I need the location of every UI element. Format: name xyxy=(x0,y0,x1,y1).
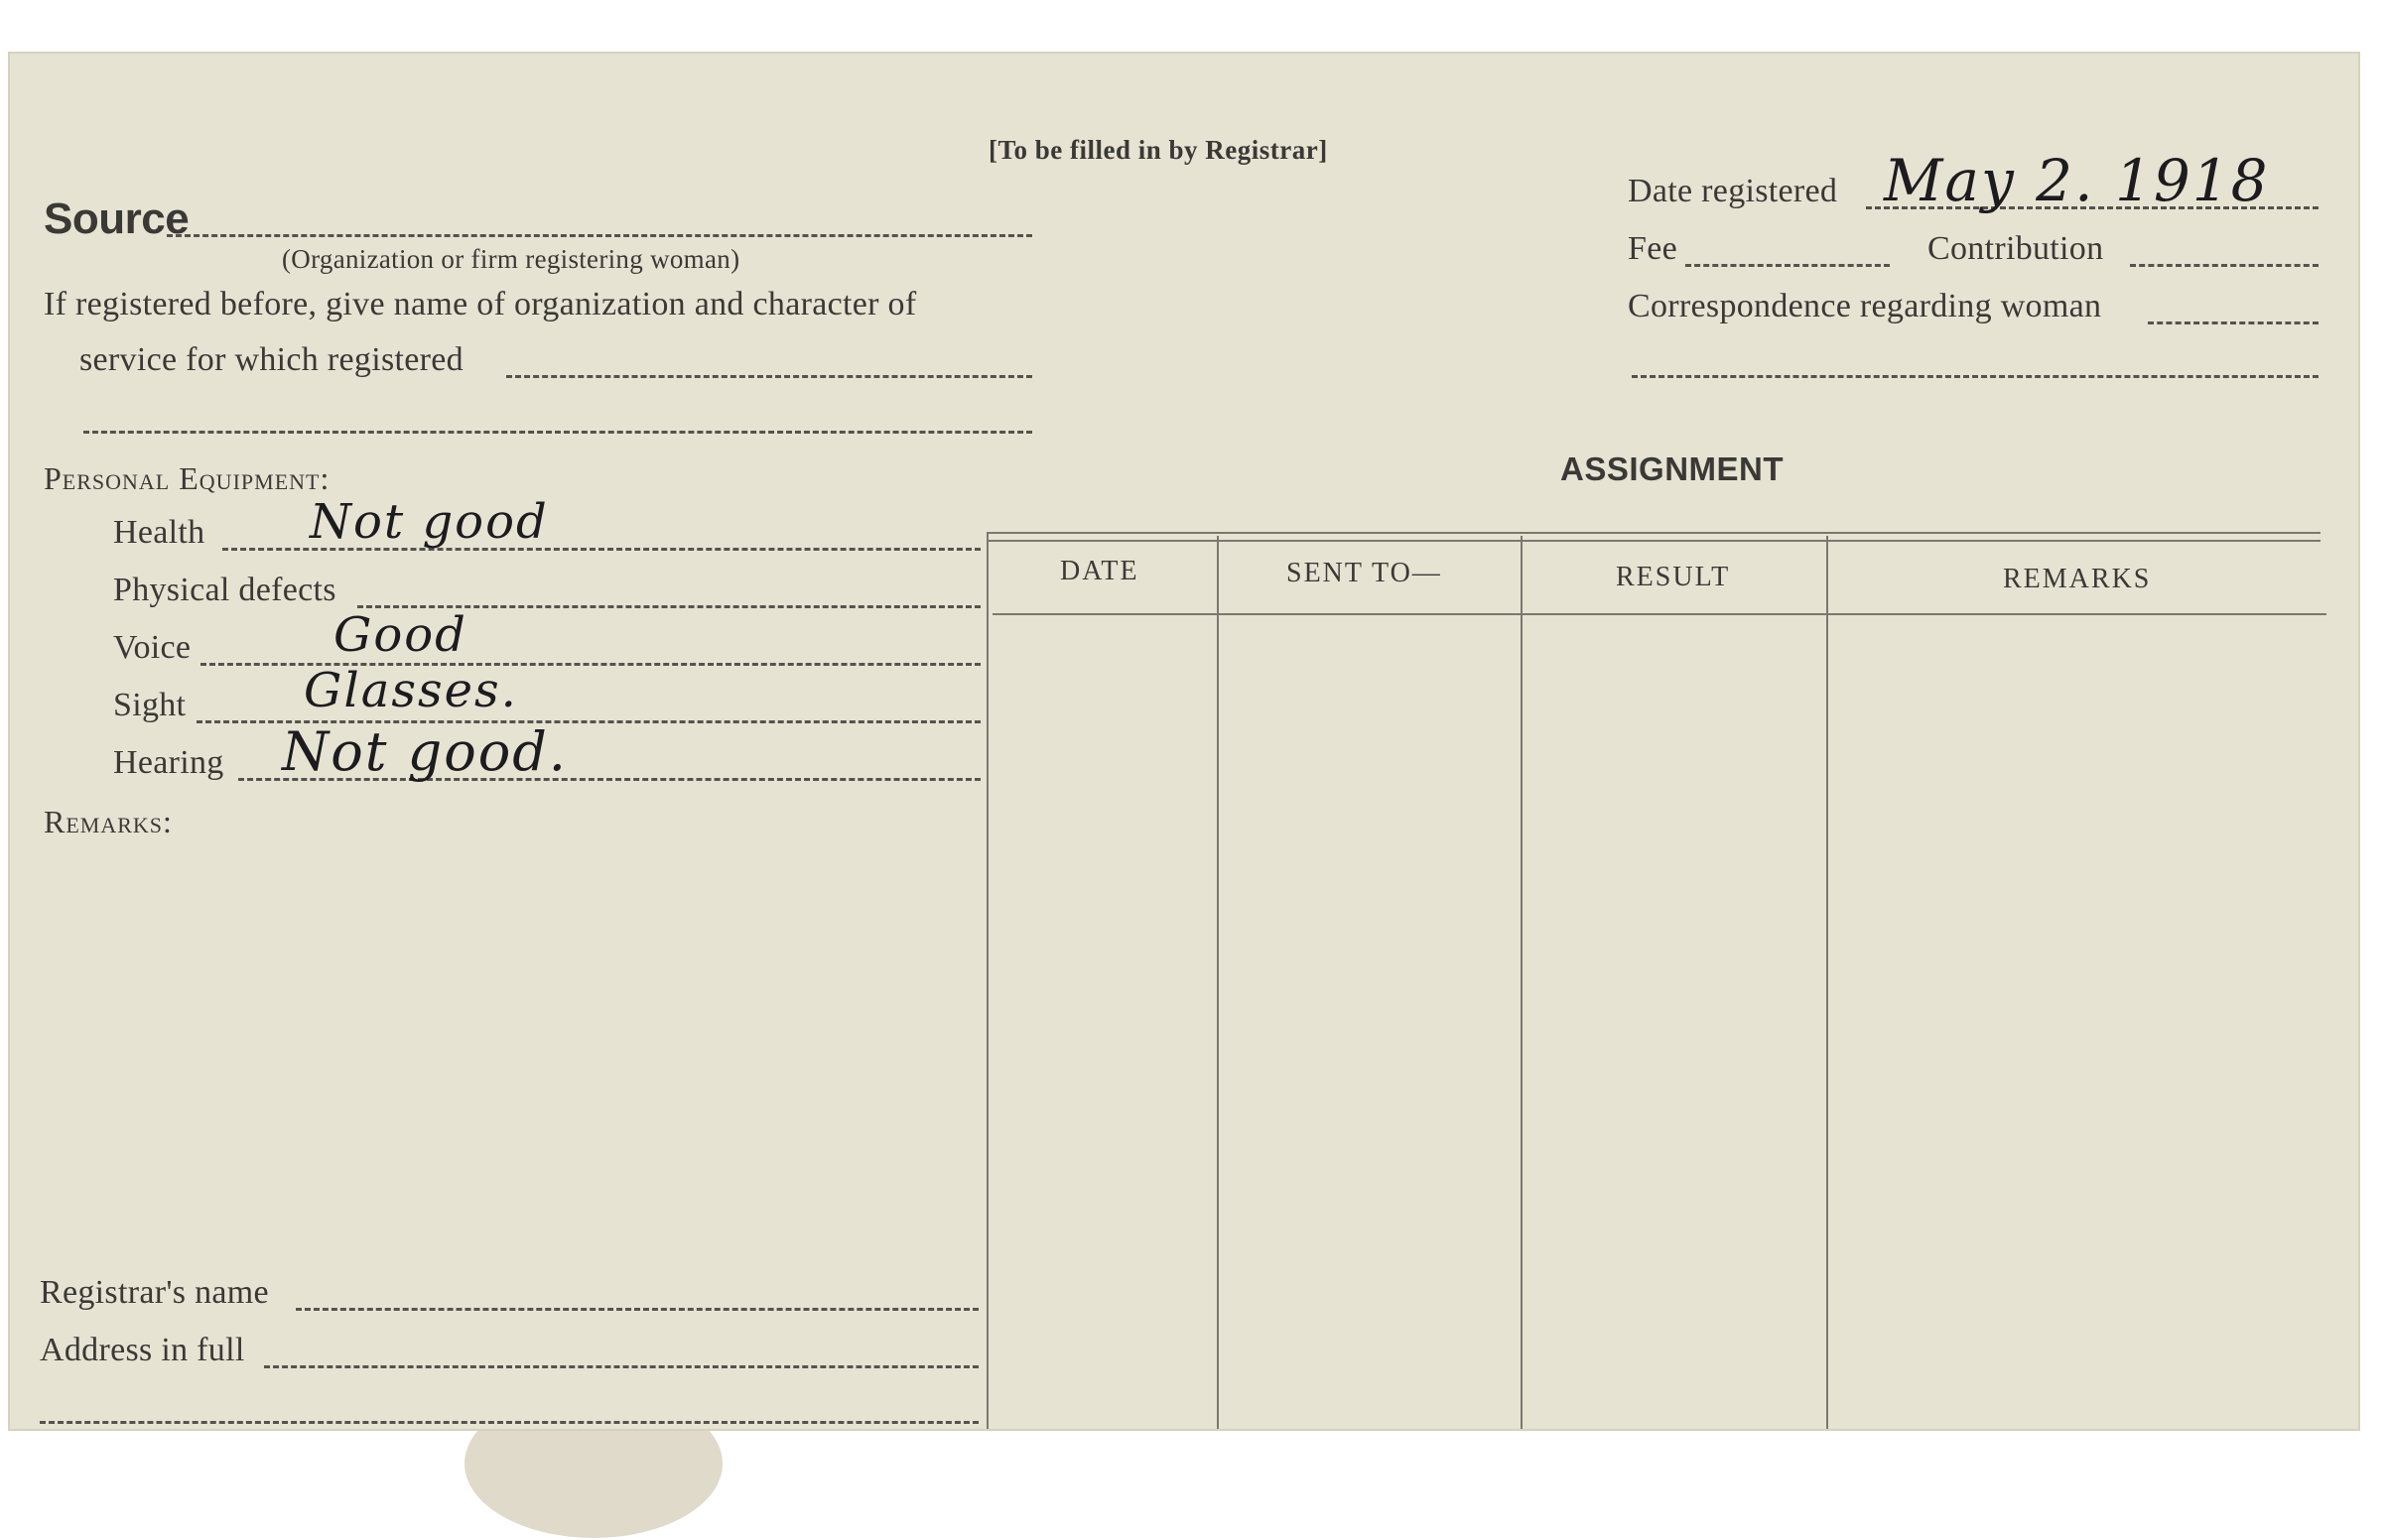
hearing-value: Not good. xyxy=(282,720,568,783)
prior-registration-text-2: service for which registered xyxy=(79,341,464,378)
address-line-2[interactable] xyxy=(40,1421,979,1424)
table-left-border xyxy=(987,532,989,1429)
table-header-rule xyxy=(993,613,2326,615)
source-line[interactable] xyxy=(167,234,1032,237)
source-label: Source xyxy=(44,194,190,243)
remarks-label: Remarks: xyxy=(44,804,173,839)
prior-registration-line-2[interactable] xyxy=(83,431,1032,434)
health-label: Health xyxy=(113,514,205,551)
sight-label: Sight xyxy=(113,687,187,723)
contribution-line[interactable] xyxy=(2130,264,2319,267)
correspondence-label: Correspondence regarding woman xyxy=(1628,288,2102,324)
health-value: Not good xyxy=(310,494,549,550)
registrar-name-label: Registrar's name xyxy=(40,1274,269,1311)
source-caption: (Organization or firm registering woman) xyxy=(282,244,740,274)
personal-equipment-heading: Personal Equipment: xyxy=(44,460,331,496)
sight-value: Glasses. xyxy=(304,663,518,718)
fee-line[interactable] xyxy=(1685,264,1890,267)
date-registered-value: May 2. 1918 xyxy=(1884,147,2270,214)
contribution-label: Contribution xyxy=(1927,230,2104,267)
address-line-1[interactable] xyxy=(264,1365,979,1368)
address-label: Address in full xyxy=(40,1332,245,1368)
physical-defects-label: Physical defects xyxy=(113,572,336,608)
column-header-sent-to: SENT TO— xyxy=(1286,558,1442,588)
date-registered-label: Date registered xyxy=(1628,173,1838,209)
registrar-name-line[interactable] xyxy=(296,1308,979,1311)
column-divider-1 xyxy=(1217,536,1219,1429)
column-divider-3 xyxy=(1826,536,1828,1429)
prior-registration-text-1: If registered before, give name of organization and character of xyxy=(44,286,917,322)
column-header-date: DATE xyxy=(1060,556,1139,586)
column-header-result: RESULT xyxy=(1616,562,1731,592)
correspondence-line-2[interactable] xyxy=(1632,375,2319,378)
fee-label: Fee xyxy=(1628,230,1677,267)
column-divider-2 xyxy=(1521,536,1523,1429)
table-top-rule-2 xyxy=(989,540,2321,542)
column-header-remarks: REMARKS xyxy=(2003,564,2152,594)
table-top-rule-1 xyxy=(989,532,2321,534)
registrar-note: [To be filled in by Registrar] xyxy=(989,135,1328,165)
voice-value: Good xyxy=(333,607,467,663)
voice-label: Voice xyxy=(113,629,192,666)
assignment-title: ASSIGNMENT xyxy=(1560,450,1785,487)
correspondence-line-1[interactable] xyxy=(2148,321,2319,324)
hearing-label: Hearing xyxy=(113,744,224,781)
prior-registration-line-1[interactable] xyxy=(506,375,1032,378)
